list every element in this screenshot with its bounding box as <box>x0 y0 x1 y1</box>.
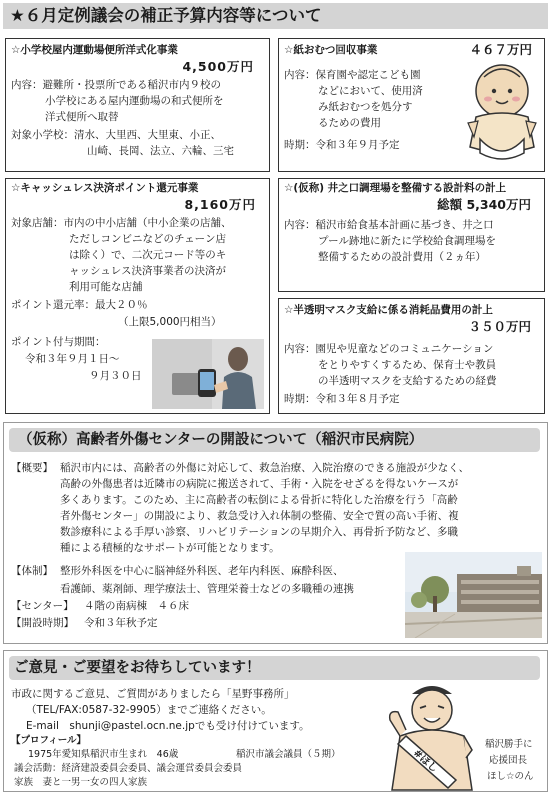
trauma-system-line: 看護師、薬剤師、理学療法士、管理栄養士などの多職種の連携 <box>60 583 354 595</box>
cashless-amount: 8,160万円 <box>184 197 256 212</box>
trauma-overview-line: 多くあります。このため、主に高齢者の転倒による骨折に特化した治療を行う「高齢 <box>60 494 458 506</box>
cashless-store-line: ただしコンビニなどのチェーン店 <box>69 233 226 245</box>
diaper-period: 時期：令和３年９月予定 <box>284 139 400 151</box>
toilet-schools-line: 山崎、長岡、法立、六輪、三宅 <box>87 145 234 157</box>
cashless-period-label: ポイント付与期間： <box>11 336 106 348</box>
profile-activity: 議会活動：経済建設委員会委員、議会運営委員会委員 <box>14 763 243 774</box>
box-toilet <box>5 38 270 172</box>
diaper-amount: ４６７万円 <box>469 42 532 57</box>
cashless-title: ☆キャッシュレス決済ポイント還元事業 <box>11 182 199 194</box>
trauma-overview-label: 【概要】 <box>11 462 53 474</box>
opinion-line: （TEL/FAX:0587-32-9905）までご連絡ください。 <box>26 704 272 716</box>
mask-content-line: をとりやすくするため、保育士や教員 <box>318 359 497 371</box>
cashless-store-line: は除く）で、二次元コード等のキ <box>69 249 227 261</box>
profile-label: 【プロフィール】 <box>11 735 87 746</box>
cashless-store-line: 利用可能な店舗 <box>69 281 143 293</box>
kitchen-title: ☆(仮称) 井之口調理場を整備する設計料の計上 <box>284 182 507 194</box>
box-cashless <box>5 178 270 414</box>
diaper-content-line: 内容：保育園や認定こども園 <box>284 69 421 81</box>
profile-birth: 1975年愛知県稲沢市生まれ 46歳 <box>28 749 179 760</box>
mask-content-line: の半透明マスクを支給するための経費 <box>318 375 497 387</box>
page-title: ★６月定例議会の補正予算内容等について <box>10 6 322 25</box>
diaper-content-line: などにおいて、使用済 <box>318 85 423 97</box>
mascot-caption: ほし☆のん <box>487 771 534 782</box>
toilet-content-line: 内容：避難所・投票所である稲沢市内９校の <box>11 79 221 91</box>
opinion-line: 市政に関するご意見、ご質問がありましたら「星野事務所」 <box>11 688 295 700</box>
trauma-overview-line: 者外傷センター」の開設により、救急受け入れ体制の整備、安全で質の高い手術、複 <box>60 510 459 522</box>
trauma-system-line: 整形外科医を中心に脳神経外科医、老年内科医、麻酔科医、 <box>60 565 344 577</box>
cashless-rate-cap: （上限5,000円相当） <box>118 316 222 328</box>
box-mask <box>278 298 545 414</box>
kitchen-content-line: 整備するための設計費用（２ヵ年） <box>318 251 486 263</box>
trauma-overview-line: 数診療科による手厚い診察、リハビリテーションの早期介入、再骨折予防など、多職 <box>60 526 459 538</box>
profile-council: 稲沢市議会議員（５期） <box>236 749 341 760</box>
opinion-line: E-mail shunji@pastel.ocn.ne.jpでも受け付けています。 <box>26 720 310 732</box>
toilet-content-line: 小学校にある屋内運動場の和式便所を <box>45 95 224 107</box>
baby-illustration <box>462 57 542 167</box>
hospital-photo <box>405 552 542 638</box>
mascot-caption: 応援団長 <box>489 755 528 766</box>
mask-content-line: 内容：園児や児童などのコミュニケーション <box>284 343 494 355</box>
trauma-opening-text: 令和３年秋予定 <box>84 617 158 629</box>
diaper-title: ☆紙おむつ回収事業 <box>284 44 378 56</box>
toilet-title: ☆小学校屋内運動場便所洋式化事業 <box>11 44 178 56</box>
diaper-content-line: るための費用 <box>318 117 381 129</box>
trauma-system-label: 【体制】 <box>11 565 53 577</box>
cashless-store-line: 対象店舗：市内の中小店舗（中小企業の店舗、 <box>11 217 232 229</box>
toilet-schools-line: 対象小学校：清水、大里西、大里東、小正、 <box>11 129 221 141</box>
box-diaper <box>278 38 545 172</box>
mascot-sash-text: #ほし <box>410 747 440 775</box>
trauma-overview-line: 稲沢市内には、高齢者の外傷に対応して、救急治療、入院治療のできる施設が少なく、 <box>60 462 470 474</box>
mask-amount: ３５０万円 <box>468 319 531 334</box>
mask-title: ☆半透明マスク支給に係る消耗品費用の計上 <box>284 304 493 316</box>
cashless-store-line: ャッシュレス決済事業者の決済が <box>69 265 226 277</box>
opinion-section-title: ご意見・ご要望をお待ちしています！ <box>14 660 261 676</box>
cashless-period-start: 令和３年９月１日～ <box>25 353 120 365</box>
trauma-overview-line: 高齢の外傷患者は近隣市の病院に搬送されて、手術・入院をせざるを得ないケースが <box>60 478 459 490</box>
diaper-content-line: み紙おむつを処分す <box>318 101 413 113</box>
kitchen-amount: 総額 5,340万円 <box>437 197 531 212</box>
cashless-payment-photo <box>152 339 264 409</box>
toilet-content-line: 洋式便所へ取替 <box>45 111 119 123</box>
profile-family: 家族 妻と一男一女の四人家族 <box>14 777 148 788</box>
mascot-illustration <box>386 680 478 792</box>
toilet-amount: 4,500万円 <box>182 59 254 74</box>
kitchen-content-line: プール跡地に新たに学校給食調理場を <box>318 235 496 247</box>
mask-period: 時期：令和３年８月予定 <box>284 393 400 405</box>
trauma-section-title: （仮称）高齢者外傷センターの開設について（稲沢市民病院） <box>18 432 424 448</box>
trauma-opening-label: 【開設時期】 <box>11 617 74 629</box>
cashless-rate: ポイント還元率：最大２０％ <box>11 299 148 311</box>
cashless-period-end: ９月３０日 <box>89 370 142 382</box>
kitchen-content-line: 内容：稲沢市給食基本計画に基づき、井之口 <box>284 219 494 231</box>
trauma-center-label: 【センター】 <box>11 600 74 612</box>
box-kitchen <box>278 178 545 292</box>
trauma-center-text: ４階の南病棟 ４６床 <box>84 600 189 612</box>
mascot-caption: 稲沢勝手に <box>485 739 533 750</box>
trauma-overview-line: 種による積極的なサポートが可能となります。 <box>60 542 280 554</box>
